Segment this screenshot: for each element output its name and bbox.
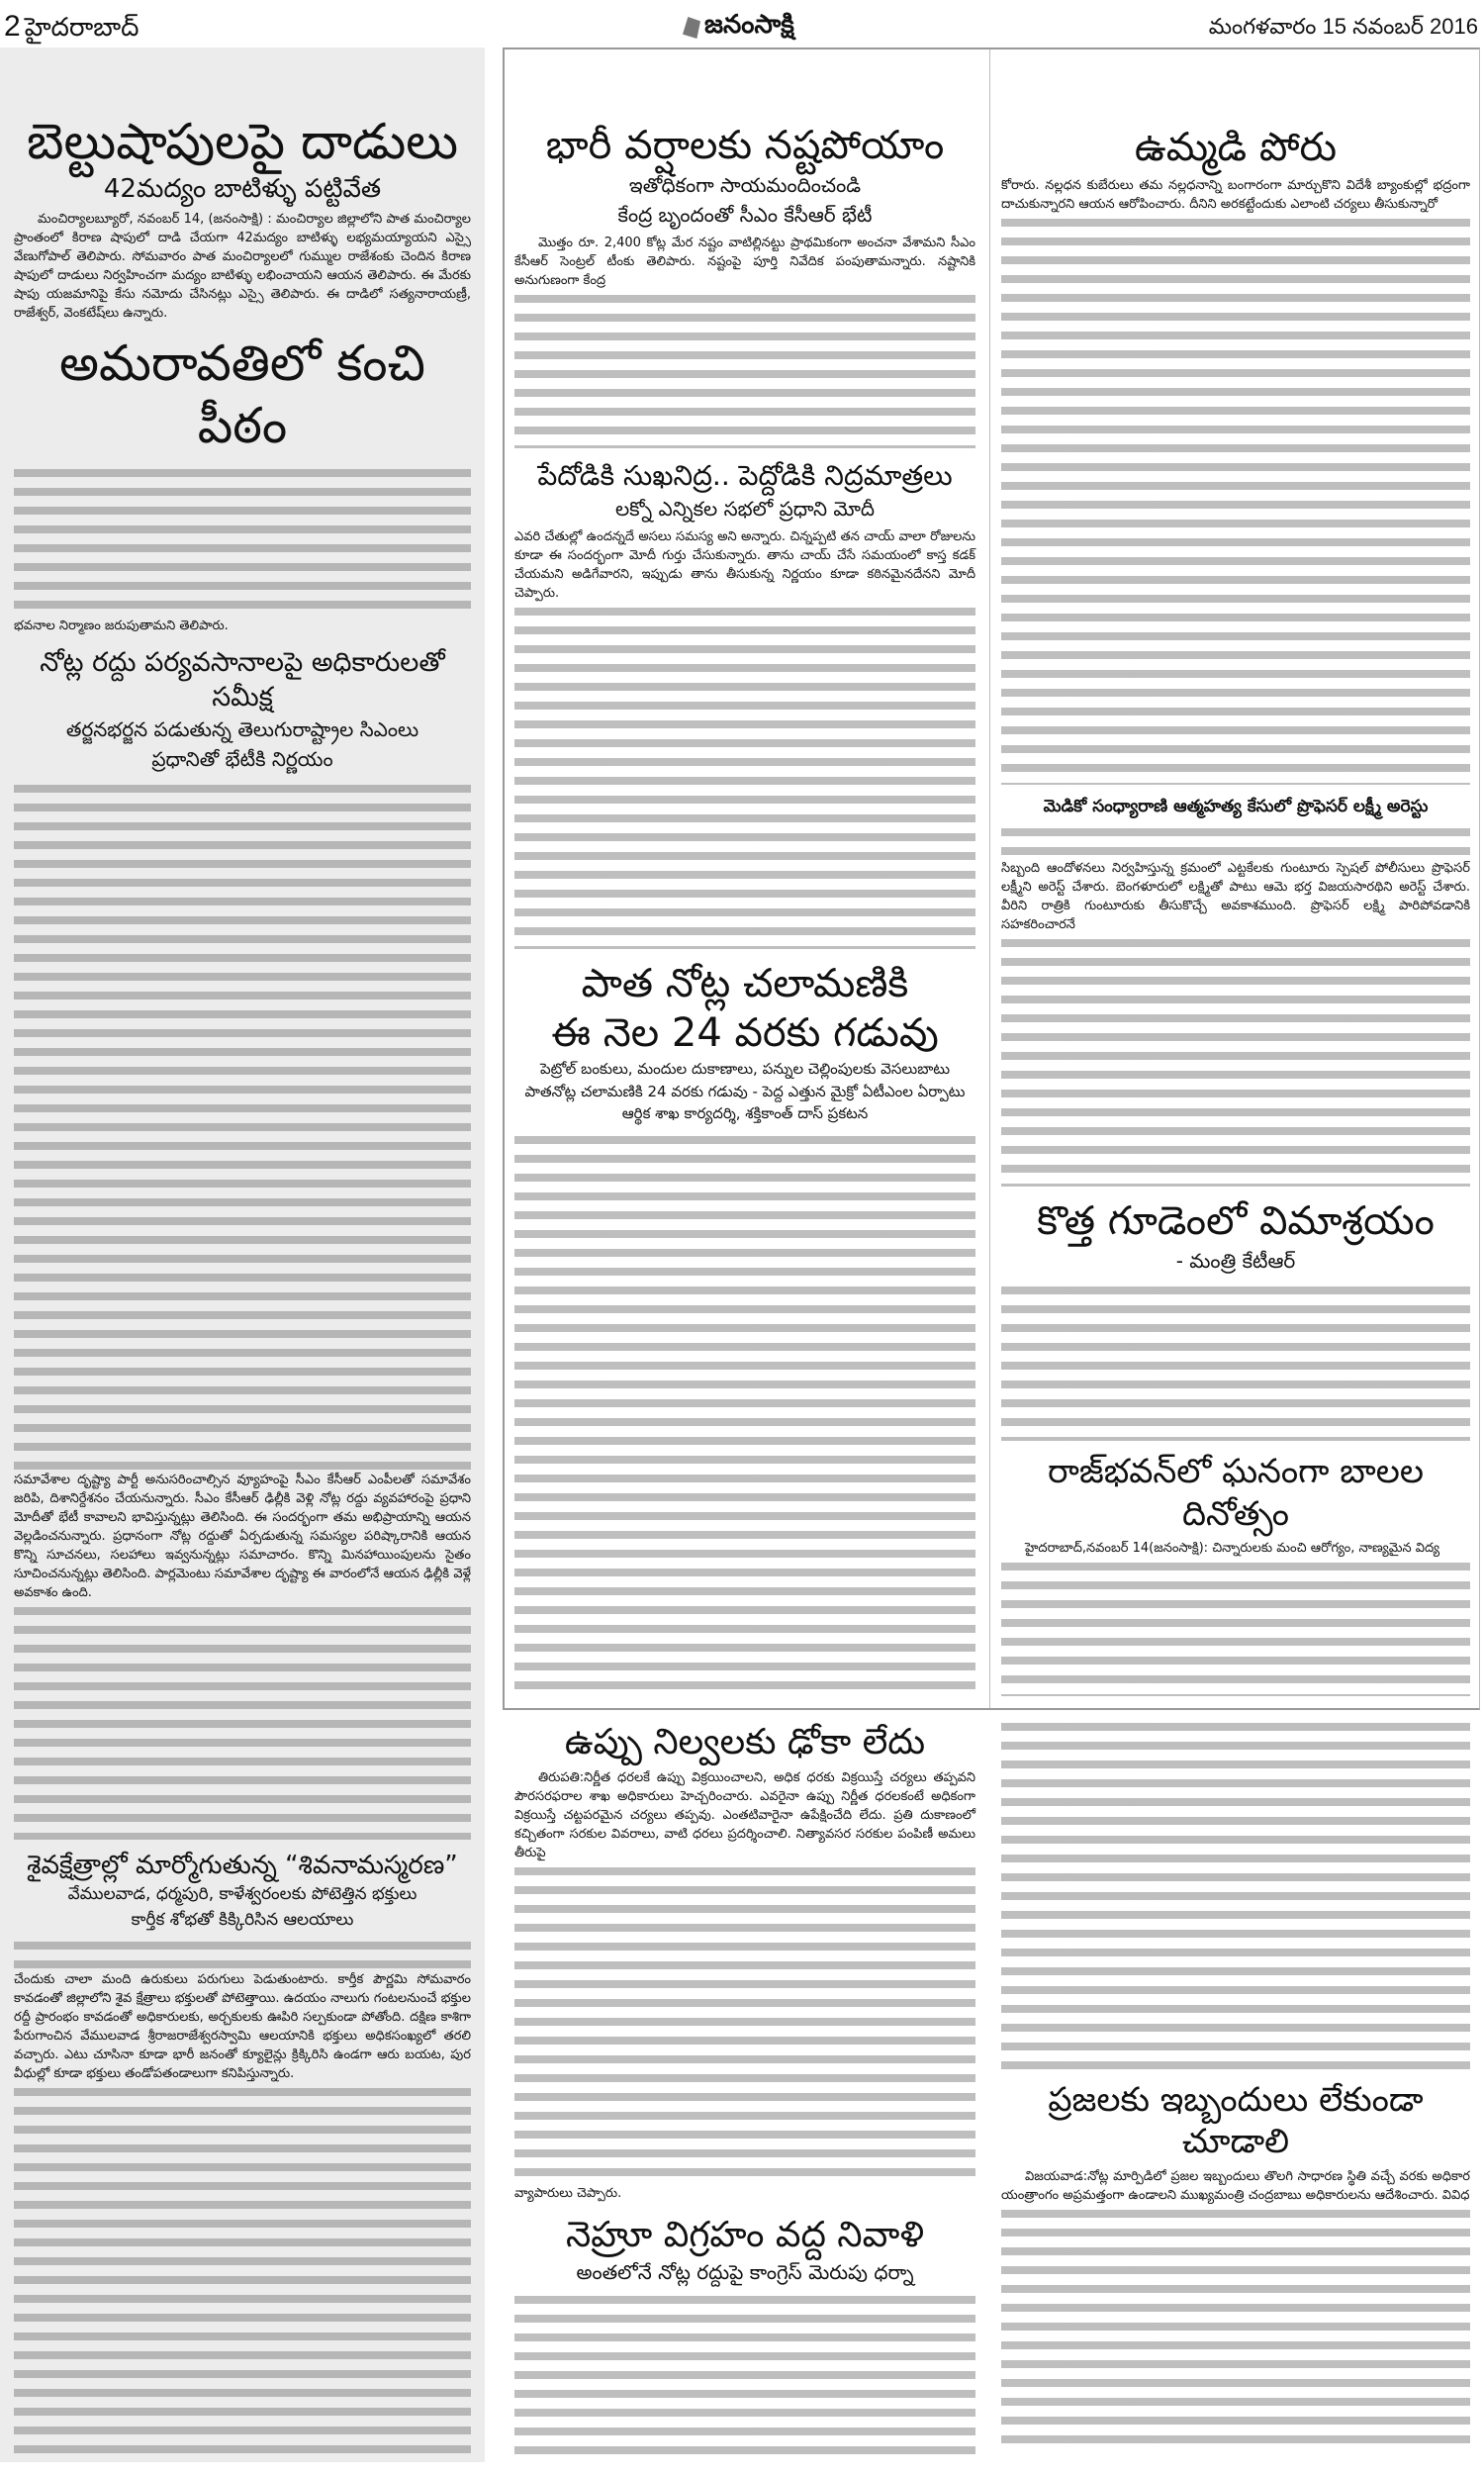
subheadline: ఇతోధికంగా సాయమందించండి <box>628 173 862 197</box>
article-medico <box>1001 795 1470 1187</box>
subheadline: ఆర్థిక శాఖ కార్యదర్శి, శక్తికాంత్ దాస్ ప్రకటన <box>621 1104 869 1123</box>
headline: బెల్టుషాపులపై దాడులు <box>26 113 459 170</box>
article-text-block <box>1001 934 1470 1186</box>
article-body: విజయవాడ:నోట్ల మార్పిడిలో ప్రజల ఇబ్బందులు తొలగి సాధారణ స్థితి వచ్చే వరకు అధికార యంత్రాంగం అప్రమత్తంగా ఉండాలని ముఖ్యమంత్రి చంద్రబాబు అధికారులను ఆదేశించారు. వివిధ <box>1001 2168 1470 2203</box>
article-nehru <box>514 2213 975 2454</box>
article-text-block <box>14 464 471 617</box>
headline: ప్రజలకు ఇబ్బందులు లేకుండా చూడాలి <box>1048 2079 1424 2162</box>
headline: ఉప్పు నిల్వలకు ఢోకా లేదు <box>564 1722 926 1762</box>
headline: ఈ నెల 24 వరకు గడువు <box>551 1010 939 1057</box>
right-column-top <box>1001 123 1470 1696</box>
article-text-block <box>514 2291 975 2454</box>
article-text-block <box>1001 1558 1470 1696</box>
article-body: సమావేశాల దృష్ట్యా పార్టీ అనుసరించాల్సిన వ్యూహంపై సీఎం కేసీఆర్ ఎంపీలతో సమావేశం జరిపి, దిశానిర్దేశనం చేయనున్నారు. సీఎం కేసీఆర్ ఢిల్లీకి వెళ్లి నోట్ల రద్దు వ్యవహారంపై ప్రధాని మోదీతో భేటీ కావాలని భావిస్తున్నట్లు తెలిసింది. ఈ సందర్భంగా తమ అభిప్రాయాన్ని ఆయన వెల్లడించనున్నారు. ప్రధానంగా నోట్ల రద్దుతో ఏర్పడుతున్న సమస్యల పరిష్కారానికి ఆయన కొన్ని సూచనలు, సలహాలు ఇవ్వనున్నట్లు సమాచారం. కొన్ని మినహాయింపులను సైతం సూచించనున్నట్లు తెలిసింది. పార్లమెంటు సమావేశాల దృష్ట్యా ఈ వారంలోనే ఆయన ఢిల్లీకి వెళ్లే అవకాశం ఉంది. <box>14 1473 471 1601</box>
article-shaiva <box>14 1850 471 2454</box>
subheadline: పాతనోట్ల చలామణికి 24 వరకు గడువు - పెద్ద ఎత్తున మైక్రో ఏటీఎంల ఏర్పాటు <box>524 1082 966 1100</box>
article-body: తిరుపతి:నిర్ణీత ధరలకే ఉప్పు విక్రయించాలని, అధిక ధరకు విక్రయిస్తే చర్యలు తప్పవని పౌరసరఫరాల శాఖ అధికారులు హెచ్చరించారు. ఎవరైనా ఉప్పు నిర్ణీత ధరలకంటే అధికంగా విక్రయిస్తే చట్టపరమైన చర్యలు తప్పవు. ఎంతటివారైనా ఉపేక్షించేది లేదు. ప్రతి దుకాణంలో కచ్చితంగా సరకుల వివరాలు, వాటి ధరలు ప్రదర్శించాలి. నిత్యావసర సరకుల పంపిణీ అమలు తీరుపై <box>514 1770 975 1860</box>
article-text-block-continued <box>1001 1718 1470 2069</box>
article-old-notes <box>514 959 975 1696</box>
left-column <box>14 111 471 2454</box>
article-modi <box>514 458 975 949</box>
article-text-block <box>1001 823 1470 859</box>
headline: కొత్త గూడెంలో విమాశ్రయం <box>1037 1197 1435 1244</box>
article-body: భవనాల నిర్మాణం జరుపుతామని తెలిపారు. <box>14 618 229 633</box>
article-text-block <box>1001 214 1470 785</box>
subheadline: అంతలోనే నోట్ల రద్దుపై కాంగ్రెస్ మెరుపు ధర్నా <box>576 2260 914 2284</box>
article-text-block <box>1001 2205 1470 2454</box>
subheadline: లక్నో ఎన్నికల సభలో ప్రధాని మోదీ <box>614 497 876 522</box>
headline: రాజ్‌భవన్‌లో ఘనంగా బాలల దినోత్సం <box>1048 1452 1424 1534</box>
headline: నెహ్రూ విగ్రహం వద్ద నివాళి <box>565 2215 925 2255</box>
logo-emblem-icon <box>683 17 700 39</box>
article-body: హైదరాబాద్,నవంబర్ 14(జనంసాక్షి): చిన్నారులకు మంచి ఆరోగ్యం, నాణ్యమైన విద్య <box>1025 1541 1440 1557</box>
subheadline: 42మద్యం బాటిళ్ళు పట్టివేత <box>103 173 382 204</box>
headline: పాత నోట్ల చలామణికి <box>581 961 909 1007</box>
article-kothagudem <box>1001 1196 1470 1442</box>
masthead <box>0 0 1484 48</box>
paper-name: జనంసాక్షి <box>704 10 794 40</box>
article-body: సిబ్బంది ఆందోళనలు నిర్వహిస్తున్న క్రమంలో ఎట్టకేలకు గుంటూరు స్పెషల్ పోలీసులు ప్రొఫెసర్ లక్ష్మీని అరెస్ట్ చేశారు. బెంగళూరులో లక్ష్మితో పాటు ఆమె భర్త విజయసారథిని అరెస్ట్ చేశారు. వీరిని రాత్రికి గుంటూరుకు తీసుకొచ్చే అవకాశముంది. ప్రొఫెసర్ లక్ష్మి పారిపోవడానికి సహకరించారనే <box>1001 861 1470 933</box>
subheadline: కేంద్ర బృందంతో సీఎం కేసీఆర్ భేటీ <box>617 203 873 227</box>
headline: అమరావతిలో కంచి పీఠం <box>59 334 425 454</box>
article-body: కోరారు. నల్లధన కుబేరులు తమ నల్లధనాన్ని బంగారంగా మార్చుకొని విదేశీ బ్యాంకుల్లో భద్రంగా దాచుకున్నారని ఆయన ఆరోపించారు. దీనిని అరకట్టేందుకు ఎలాంటి చర్యలు తీసుకున్నారో <box>1001 178 1470 212</box>
article-text-block <box>14 2083 471 2454</box>
article-text-block <box>514 1131 975 1696</box>
article-salt <box>514 1720 975 2203</box>
column-divider <box>989 49 990 1708</box>
article-notes-review <box>14 645 471 1840</box>
headline: శైవక్షేత్రాల్లో మార్మోగుతున్న “శివనామస్మరణ” <box>27 1850 458 1880</box>
article-belt-shops <box>14 111 471 323</box>
paper-logo <box>683 10 794 46</box>
article-text-block <box>14 1602 471 1839</box>
article-body: మంచిర్యాలబ్యూరో, నవంబర్ 14, (జనంసాక్షి) : మంచిర్యాల జిల్లాలోని పాత మంచిర్యాల ప్రాంతంలో కిరాణ షాపులో దాడి చేయగా 42మద్యం బాటిళ్ళు లభ్యమయ్యాయని ఎస్సై వేణుగోపాల్ తెలిపారు. సోమవారం పాత మంచిర్యాలలో గుమ్ముల రాజేశంకు చెందిన కిరాణ షాపులో దాడులు నిర్వహించగా మద్యం బాటిళ్ళు లభించాయని ఆయన తెలిపారు. ఈ మేరకు షాపు యజమానిపై కేసు నమోదు చేసినట్లు ఎస్సై తెలిపారు. ఈ దాడిలో సత్యనారాయణ్రీ, రాజేశ్వర్, వెంకటేష్‌లు ఉన్నారు. <box>14 212 471 322</box>
headline: నోట్ల రద్దు పర్యవసానాలపై అధికారులతో సమీక్ష <box>40 646 445 714</box>
article-text-block <box>514 603 975 949</box>
article-text-block <box>514 290 975 448</box>
article-text-block <box>14 1937 471 1970</box>
article-prajalaku <box>1001 2079 1470 2454</box>
article-kanchi <box>14 333 471 635</box>
subheadline: వేములవాడ, ధర్మపురి, కాళేశ్వరంలకు పోటెత్తిన భక్తులు <box>67 1884 417 1905</box>
page-section <box>4 10 139 48</box>
middle-column-top <box>514 121 975 1696</box>
article-body: మొత్తం రూ. 2,400 కోట్ల మేర నష్టం వాటిల్లినట్టు ప్రాథమికంగా అంచనా వేశామని సీఎం కేసీఆర్ సెంట్రల్ టీంకు తెలిపారు. నష్టంపై పూర్తి నివేదిక పంపుతామన్నారు. నష్టానికి అనుగుణంగా కేంద్ర <box>514 236 975 288</box>
article-rajbhavan <box>1001 1451 1470 1696</box>
article-body: ఎవరి చేతుల్లో ఉందన్నదే అసలు సమస్య అని అన్నారు. చిన్నప్పటి తన చాయ్ వాలా రోజులను కూడా ఈ సందర్భంగా మోదీ గుర్తు చేసుకున్నారు. తాను చాయ్ చేసే సమయంలో కాస్త కడక్ చేయమని అడిగేవారని, ఇప్పుడు తాను తీసుకున్న నిర్ణయం కూడా కఠినమైనదేనని మోదీ చెప్పారు. <box>514 529 975 602</box>
section-name: హైదరాబాద్ <box>24 12 139 42</box>
byline: - మంత్రి కేటీఆర్ <box>1175 1248 1296 1273</box>
article-ummadi <box>1001 123 1470 785</box>
headline: మెడికో సంధ్యారాణి ఆత్మహత్య కేసులో ప్రొఫెసర్ లక్ష్మీ అరెస్టు <box>1043 796 1429 816</box>
headline: భారీ వర్షాలకు నష్టపోయాం <box>545 123 945 168</box>
article-text-block <box>14 780 471 1471</box>
subheadline: పెట్రోల్ బంకులు, మందుల దుకాణాలు, పన్నుల చెల్లింపులకు వెసలుబాటు <box>539 1060 951 1079</box>
page-number: 2 <box>4 10 21 43</box>
article-body: చేందుకు చాలా మంది ఉరుకులు పరుగులు పెడుతుంటారు. కార్తీక పౌర్ణమి సోమవారం కావడంతో జిల్లాలోని శైవ క్షేత్రాలు భక్తులతో పోటెత్తాయి. ఉదయం నాలుగు గంటలనుంచే భక్తుల రద్దీ ప్రారంభం కావడంతో అధికారులకు, అర్చకులకు ఊపిరి సల్పకుండా పోతోంది. దక్షిణ కాశిగా పేరుగాంచిన వేములవాడ శ్రీరాజరాజేశ్వరస్వామి ఆలయానికి భక్తులు అధికసంఖ్యలో తరలి వచ్చారు. ఎటు చూసినా కూడా భారీ జనంతో క్యూలైన్లు క్రిక్కిరిసి ఉండగా ఆరు బయట, పుర వీధుల్లో కూడా భక్తులు తండోపతండాలుగా కనిపిస్తున్నారు. <box>14 1972 471 2082</box>
article-body: వ్యాపారులు చెప్పారు. <box>514 2186 622 2201</box>
middle-column-bottom <box>514 1720 975 2454</box>
subheadline: తర్జనభర్జన పడుతున్న తెలుగురాష్ట్రాల సిఎంలు <box>65 717 419 742</box>
article-rains <box>514 121 975 448</box>
issue-date: మంగళవారం 15 నవంబర్ 2016 <box>1208 14 1478 39</box>
article-text-block <box>514 1862 975 2184</box>
article-text-block <box>1001 1282 1470 1442</box>
right-column-bottom <box>1001 1718 1470 2454</box>
headline: పేదోడికి సుఖనిద్ర.. పెద్దోడికి నిద్రమాత్రలు <box>537 458 953 492</box>
subheadline: కార్తీక శోభతో కిక్కిరిసిన ఆలయాలు <box>131 1909 354 1930</box>
headline: ఉమ్మడి పోరు <box>1134 125 1338 170</box>
subheadline: ప్రధానితో భేటీకి నిర్ణయం <box>151 747 333 772</box>
